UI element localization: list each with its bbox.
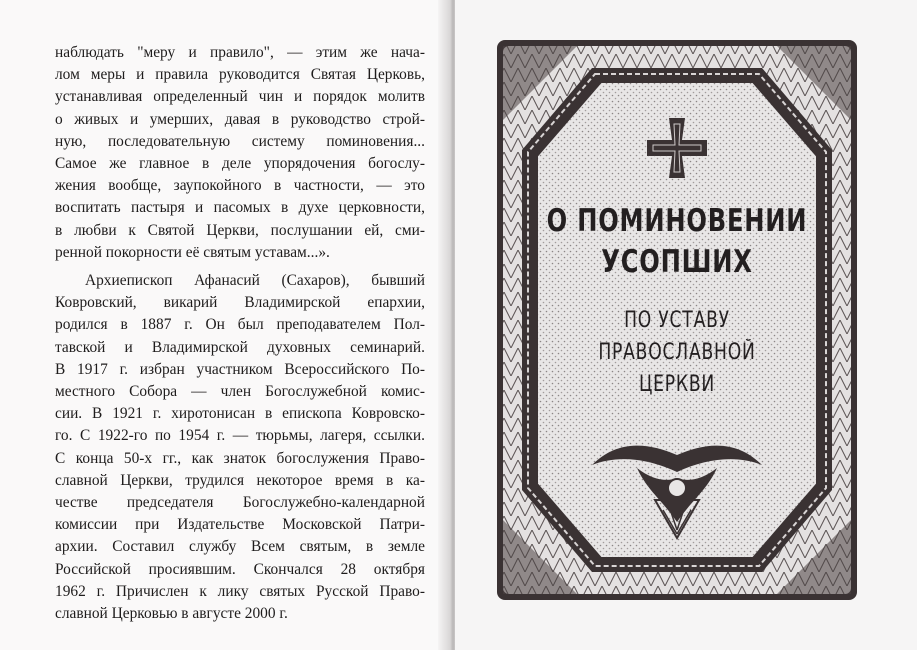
paragraph-quote — [55, 42, 425, 264]
text-line: го. С 1922-го по 1954 г. — тюрьмы, лагеря, ссылки. — [55, 427, 425, 445]
text-line: о живых и умерших, давая в руководство строй- — [55, 110, 425, 128]
text-line: наблюдать "меру и правило", — этим же нача- — [55, 44, 425, 61]
text-line: воспитать пастыря и пасомых в духе церковности, — [55, 199, 425, 217]
text-line: сии. В 1921 г. хиротонисан в епископа Ковровско- — [55, 405, 425, 423]
paragraph-biography — [55, 270, 425, 625]
text-line: родился в 1887 г. Он был преподавателем Пол- — [55, 316, 425, 334]
text-line: В 1917 г. избран участником Всероссийского По- — [55, 360, 425, 378]
text-line: С конца 50-х гг., как знаток богослужения Право- — [55, 449, 425, 467]
cover-illustration — [497, 40, 857, 600]
text-line: архии. Составил службу Всем святым, в земле — [55, 538, 425, 556]
text-line: местного Собора — член Богослужебной комис- — [55, 383, 425, 401]
text-line: Архиепископ Афанасий (Сахаров), бывший — [85, 272, 425, 290]
body-text — [55, 42, 425, 625]
text-line: ренной покорности её святым уставам...». — [55, 243, 330, 261]
cover-title-line1: О ПОМИНОВЕНИИ — [546, 203, 808, 239]
cover-subtitle-line2: ПРАВОСЛАВНОЙ — [598, 340, 756, 365]
text-line: устанавливая определенный чин и порядок молитв — [55, 88, 425, 106]
text-line: Ковровский, викарий Владимирской епархии, — [55, 294, 425, 312]
text-line: честве председателя Богослужебно-календарной — [55, 494, 425, 512]
cover-title-line2: УСОПШИХ — [601, 244, 753, 280]
text-line: Российской просиявшим. Скончался 28 октября — [55, 560, 425, 578]
cover-subtitle-line1: ПО УСТАВУ — [624, 308, 730, 333]
cover-subtitle-line3: ЦЕРКВИ — [638, 372, 715, 397]
text-line: лом меры и правила руководится Святая Церковь, — [55, 66, 425, 84]
text-line: комиссии при Издательстве Московской Патри- — [55, 516, 425, 534]
text-line: славной Церковью в августе 2000 г. — [55, 605, 288, 623]
text-line: тавской и Владимирской духовных семинарий. — [55, 338, 425, 356]
text-line: Самое же главное в деле упорядочения богослу- — [55, 155, 425, 173]
text-line: ную, последовательную систему поминовения... — [55, 132, 425, 150]
text-line: жения вообще, заупокойного в частности, — это — [55, 177, 425, 195]
text-line: в любви к Святой Церкви, послушании ей, сми- — [55, 221, 425, 239]
left-page — [0, 0, 450, 650]
text-line: славной Церкви, трудился некоторое время в ка- — [55, 471, 425, 489]
text-line: 1962 г. Причислен к лику святых Русской Право- — [55, 582, 425, 600]
